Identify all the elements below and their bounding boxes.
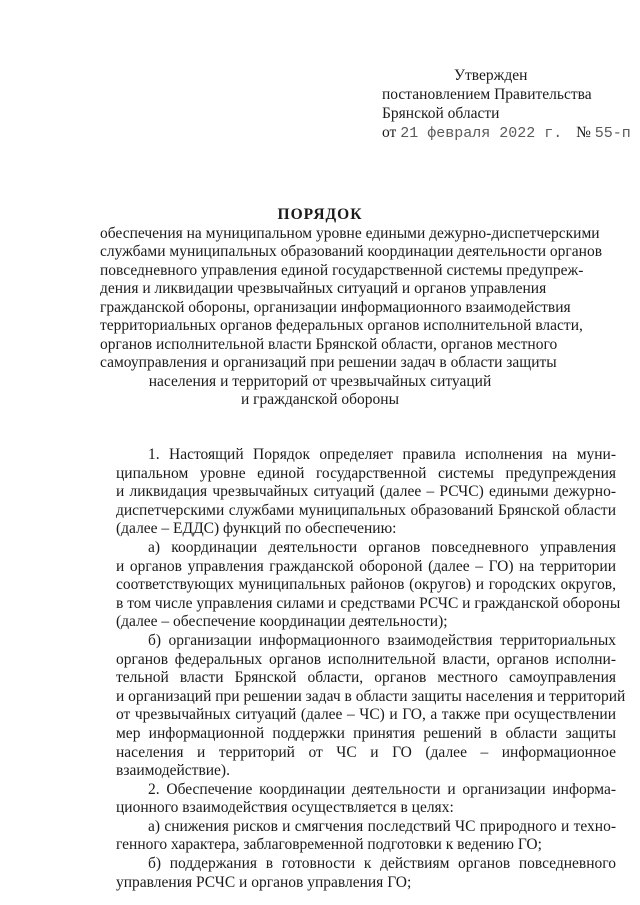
date-value: 21 февраля 2022 г.: [400, 125, 563, 142]
body-line: ционного взаимодействия осуществляется в целях:: [116, 799, 454, 817]
body-line: (далее – обеспечение координации деятельности);: [116, 613, 448, 631]
heading-line: гражданской обороны, организации информационного взаимодействия: [100, 298, 571, 316]
date-prefix: от: [382, 124, 397, 141]
body-line: органов федеральных органов исполнительной власти, органов исполни-: [116, 650, 616, 668]
approval-title: Утвержден: [454, 67, 528, 84]
body-line: диспетчерскими службами муниципальных образований Брянской области: [116, 501, 616, 519]
body-line: и органов управления гражданской обороной (далее – ГО) на территории: [116, 557, 616, 575]
document-title: ПОРЯДОК: [277, 206, 363, 223]
heading-line: населения и территорий от чрезвычайных ситуаций: [148, 372, 492, 390]
heading-line: службами муниципальных образований координации деятельности органов: [100, 243, 603, 260]
document-body: [116, 446, 626, 892]
body-line: от чрезвычайных ситуаций (далее – ЧС) и ГО, а также при осуществлении: [116, 706, 616, 724]
body-line: ципальном уровне единой государственной системы предупреждения: [116, 464, 616, 482]
body-line: тельной власти Брянской области, органов местного самоуправления: [116, 669, 616, 687]
body-line: и ликвидация чрезвычайных ситуаций (далее – РСЧС) едиными дежурно-: [116, 483, 616, 501]
body-line: генного характера, заблаговременной подготовки к ведению ГО;: [116, 836, 542, 854]
heading-line: повседневного управления единой государственной системы предупреж-: [100, 261, 584, 279]
body-line: а) снижения рисков и смягчения последствий ЧС природного и техно-: [148, 817, 616, 835]
body-line: б) поддержания в готовности к действиям органов повседневного: [148, 855, 616, 873]
body-line: и организаций при решении задач в области защиты населения и территорий: [116, 687, 626, 705]
approval-date-line: [382, 123, 632, 143]
body-line: населения и территорий от ЧС и ГО (далее – информационное: [116, 743, 616, 761]
body-line: управления РСЧС и органов управления ГО;: [116, 873, 412, 891]
body-line: 1. Настоящий Порядок определяет правила исполнения на муни-: [148, 446, 616, 463]
document-heading: [100, 206, 603, 410]
number-label: №: [576, 124, 591, 141]
heading-line: самоуправления и организаций при решении задач в области защиты: [100, 354, 557, 371]
body-line: (далее – ЕДДС) функций по обеспечению:: [116, 520, 397, 538]
heading-line: дения и ликвидации чрезвычайных ситуаций и органов управления: [100, 280, 547, 297]
body-line: 2. Обеспечение координации деятельности и организации информа-: [148, 780, 616, 798]
approval-line-2: Брянской области: [382, 105, 500, 122]
heading-line: обеспечения на муниципальном уровне едиными дежурно-диспетчерскими: [100, 224, 600, 242]
approval-block: [382, 66, 632, 143]
body-line: мер информационной поддержки принятия решений в области защиты: [116, 724, 616, 742]
heading-line: и гражданской обороны: [240, 391, 400, 408]
heading-line: территориальных органов федеральных органов исполнительной власти,: [100, 317, 583, 334]
approval-line-1: постановлением Правительства: [382, 86, 592, 103]
body-line: взаимодействие).: [116, 762, 230, 780]
heading-line: органов исполнительной власти Брянской области, органов местного: [100, 335, 558, 353]
body-line: б) организации информационного взаимодействия территориальных: [148, 631, 616, 649]
body-line: соответствующих муниципальных районов (округов) и городских округов,: [116, 576, 616, 594]
number-value: 55-п: [594, 125, 631, 142]
body-line: а) координации деятельности органов повседневного управления: [148, 538, 616, 556]
body-line: в том числе управления силами и средствами РСЧС и гражданской обороны: [116, 594, 621, 612]
